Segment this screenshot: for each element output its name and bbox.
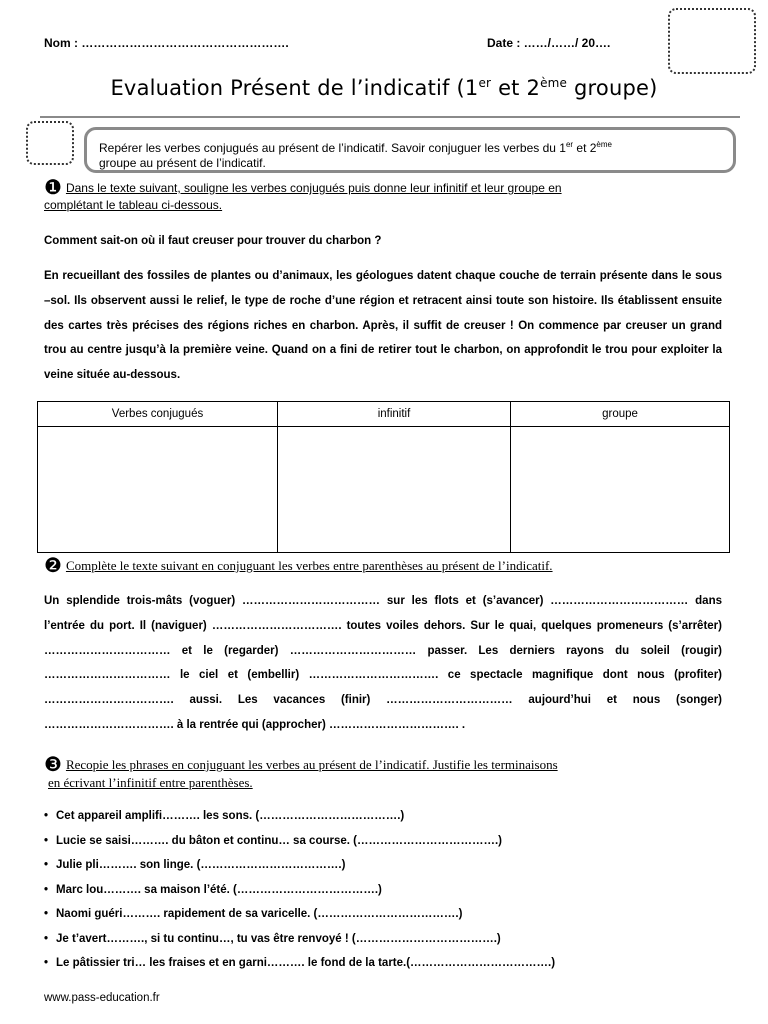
list-item: • Cet appareil amplifi………. les sons. (……………………………….) [44,810,405,822]
exercise3-list [44,804,555,976]
exercise2-instruction: ❷ Complète le texte suivant en conjuguant les verbes entre parenthèses au présent de l’indicatif. [44,555,553,577]
objective-box: Repérer les verbes conjugués au présent de l’indicatif. Savoir conjuguer les verbes du 1er et 2ème groupe au présent de l’indicatif. [84,127,736,173]
page-title: Evaluation Présent de l’indicatif (1er et 2ème groupe) [110,76,658,100]
name-field-label: Nom : ……………………………………………. [44,36,289,50]
verbs-table [37,401,730,553]
exercise2-text: Un splendide trois-mâts (voguer) ……………………………… sur les flots et (s’avancer) ……………………………… dans l’entrée du port. Il (naviguer) ……………………………. toutes voiles dehors. Sur le quai, quelques promeneurs (s’arrêter) …………………………… et le (regarder) …………………………… passer. Les derniers rayons du soleil (rougir) …………………………… le ciel et (embellir) ……………………………. ce spectacle magnifique dont nous (profiter) ……………………………. aussi. Les vacances (finir) …………………………… aujourd’hui et nous (songer) ……………………………. à la rentrée qui (approcher) ……………………………. . [44,595,722,731]
col-header-infinitif: infinitif [278,402,511,427]
exercise3-instruction: ❸ Recopie les phrases en conjuguant les verbes au présent de l’indicatif. Justifie les terminaisons en écrivant l’infinitif entre parenthèses. [44,754,558,790]
col-header-groupe: groupe [511,402,730,427]
title-divider [40,116,740,118]
list-item: • Le pâtissier tri… les fraises et en garni………. le fond de la tarte.(……………………………….) [44,957,556,969]
exercise1-instruction: ❶ Dans le texte suivant, souligne les verbes conjugués puis donne leur infinitif et leur groupe en complétant le tableau ci-dessous. [44,177,562,212]
exercise1-text: En recueillant des fossiles de plantes ou d’animaux, les géologues datent chaque couche de terrain présente dans le sous –sol. Ils observent aussi le relief, le type de roche d’une région et retracent ainsi toute son histoire. Ils établissent ensuite des cartes très précises des régions riches en charbon. Après, il suffit de creuser ! On commence par creuser un grand trou au centre jusqu’à la première veine. Quand on a fini de retirer tout le charbon, on approfondit le trou pour exploiter la veine située au-dessous. [44,270,722,382]
date-field-label: Date : ……/……/ 20…. [487,36,611,50]
cell-groupe [511,427,730,553]
exercise2-number: ❷ [44,555,62,577]
exercise1-number: ❶ [44,177,62,199]
cell-verbes [38,427,278,553]
list-item: • Naomi guéri………. rapidement de sa varicelle. (……………………………….) [44,908,463,920]
objective-check-box [26,121,74,165]
cell-infinitif [278,427,511,553]
grade-box [668,8,756,74]
exercise1-question: Comment sait-on où il faut creuser pour trouver du charbon ? [44,235,382,247]
footer-website-link[interactable]: www.pass-education.fr [44,992,160,1004]
col-header-verbes: Verbes conjugués [38,402,278,427]
list-item: • Je t’avert………., si tu continu…, tu vas être renvoyé ! (……………………………….) [44,932,501,945]
exercise3-number: ❸ [44,754,62,776]
list-item: • Marc lou………. sa maison l’été. (……………………………….) [44,883,382,896]
list-item: • Julie pli………. son linge. (……………………………….) [44,859,346,871]
list-item: • Lucie se saisi………. du bâton et continu… sa course. (……………………………….) [44,834,503,847]
